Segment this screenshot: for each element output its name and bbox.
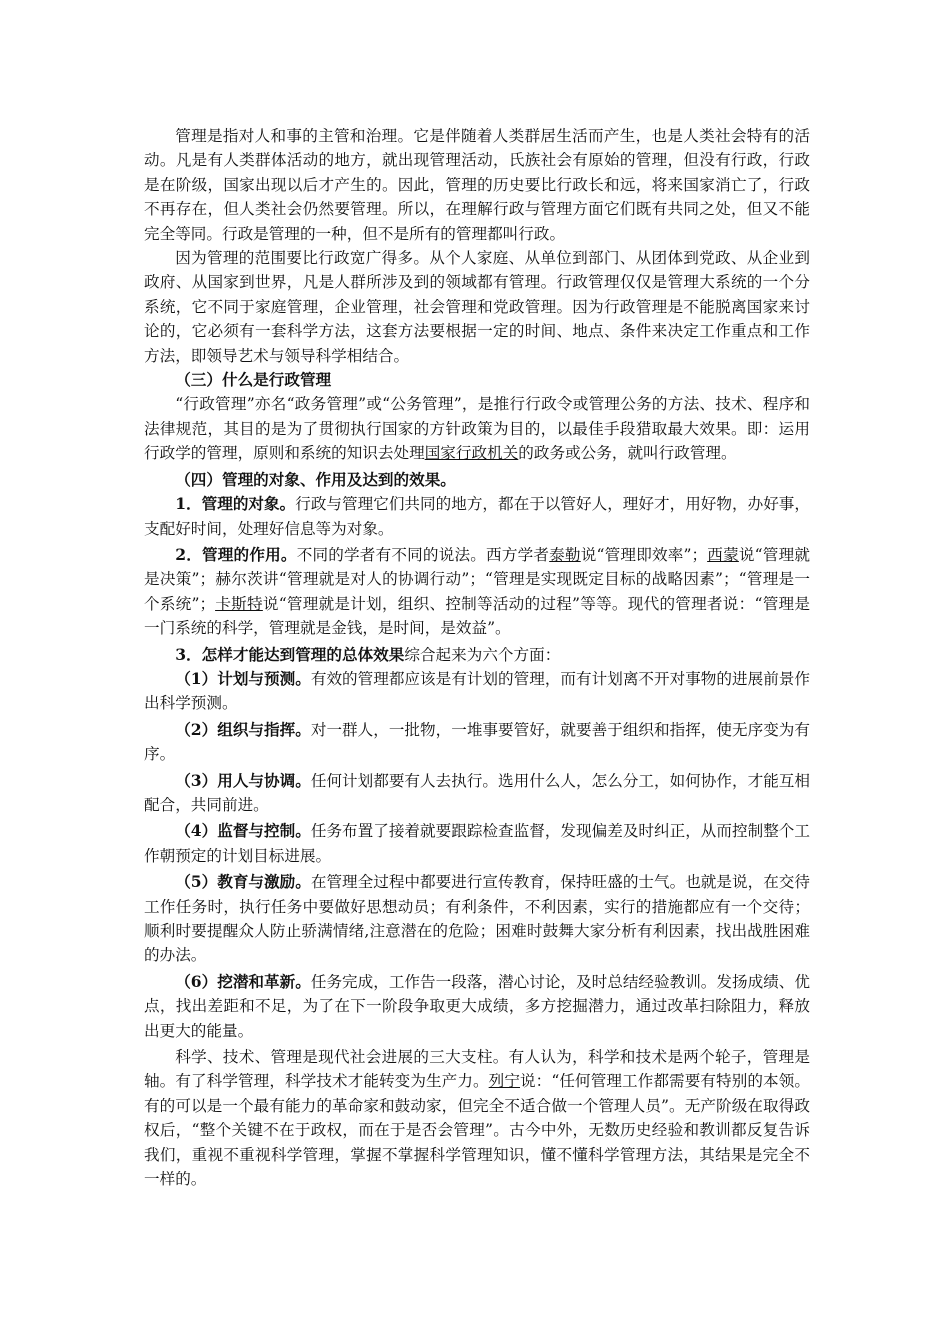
link-taylor[interactable]: 泰勒 [549, 545, 581, 564]
subitem-2-title: （2）组织与指挥。 [175, 719, 311, 739]
subitem-1-title: （1）计划与预测。 [175, 668, 311, 688]
subitem-6-text: 任务完成，工作告一段落，潜心讨论，及时总结经验教训。发扬成绩、优点，找出差距和不足，为了在下一阶段争取更大成绩，多方挖掘潜力，通过改革扫除阻力，释放出更大的能量。 [144, 972, 810, 1040]
paragraph-admin-definition [144, 392, 810, 465]
item-2-text: 不同的学者有不同的说法。西方学者 [296, 545, 550, 564]
item-2-text: 说“管理即效率”； [580, 545, 708, 564]
subitem-5-title: （5）教育与激励。 [175, 872, 311, 892]
paragraph-text: 科学、技术、管理是现代社会进展的三大支柱。有人认为，科学和技术是两个轮子，管理是轴。有了科学管理，科学技术才能转变为生产力。 [144, 1048, 810, 1091]
item-2 [144, 543, 810, 641]
subitem-4 [144, 819, 810, 868]
subitem-2-text: 对一群人，一批物，一堆事要管好，就要善于组织和指挥，使无序变为有序。 [144, 720, 810, 764]
item-2-text: 说“管理就是决策”；赫尔茨讲“管理就是对人的协调行动”；“管理是实现既定目标的战略因素”；“管理是一个系统”； [144, 545, 810, 613]
subitem-6-title: （6）挖潜和革新。 [175, 971, 311, 991]
link-state-admin-organ[interactable]: 国家行政机关 [424, 444, 519, 463]
document-body [144, 124, 810, 1191]
subitem-6 [144, 970, 810, 1043]
item-3-title: 3．怎样才能达到管理的总体效果 [175, 644, 405, 664]
item-1-title: 1．管理的对象。 [175, 494, 296, 514]
subitem-1-text: 有效的管理都应该是有计划的管理，而有计划离不开对事物的进展前景作出科学预测。 [144, 669, 810, 713]
subitem-4-text: 任务布置了接着就要跟踪检查监督，发现偏差及时纠正，从而控制整个工作朝预定的计划目标进展。 [144, 822, 810, 865]
item-2-text: 说“管理就是计划，组织、控制等活动的过程”等等。现代的管理者说：“管理是一门系统的科学，管理就是金钱，是时间，是效益”。 [144, 594, 810, 638]
link-lenin[interactable]: 列宁 [488, 1072, 521, 1091]
link-kast[interactable]: 卡斯特 [215, 594, 263, 613]
section-heading-3: （三）什么是行政管理 [175, 370, 332, 390]
subitem-3 [144, 769, 810, 818]
subitem-2 [144, 718, 810, 767]
section-heading-4: （四）管理的对象、作用及达到的效果。 [175, 469, 456, 489]
item-1-text: 行政与管理它们共同的地方，都在于以管好人，理好才，用好物，办好事，支配好时间，处理好信息等为对象。 [144, 495, 810, 538]
subitem-3-title: （3）用人与协调。 [175, 770, 311, 790]
paragraph-conclusion [144, 1045, 810, 1191]
paragraph-text: 说：“任何管理工作都需要有特别的本领。有的可以是一个最有能力的革命家和鼓动家，但完全不适合做一个管理人员”。无产阶级在取得政权后，“整个关键不在于政权，而在于是否会管理”。古今中外，无数历史经验和教训都反复告诉我们，重视不重视科学管理，掌握不掌握科学管理知识，懂不懂科学管理方法，其结果是完全不一样的。 [144, 1072, 810, 1189]
paragraph-text: 的政务或公务，就叫行政管理。 [518, 444, 737, 463]
item-3 [144, 643, 810, 667]
subitem-1 [144, 667, 810, 716]
item-1 [144, 492, 810, 541]
paragraph-definition: 管理是指对人和事的主管和治理。它是伴随着人类群居生活而产生，也是人类社会特有的活动。凡是有人类群体活动的地方，就出现管理活动，氏族社会有原始的管理，但没有行政，行政是在阶级，国家出现以后才产生的。因此，管理的历史要比行政长和远，将来国家消亡了，行政不再存在，但人类社会仍然要管理。所以，在理解行政与管理方面它们既有共同之处，但又不能完全等同。行政是管理的一种，但不是所有的管理都叫行政。 [144, 127, 810, 243]
item-3-text: 综合起来为六个方面： [404, 645, 561, 664]
subitem-5 [144, 870, 810, 968]
subitem-3-text: 任何计划都要有人去执行。选用什么人，怎么分工，如何协作，才能互相配合，共同前进。 [144, 771, 810, 814]
paragraph-scope: 因为管理的范围要比行政宽广得多。从个人家庭、从单位到部门、从团体到党政、从企业到政府、从国家到世界，凡是人群所涉及到的领域都有管理。行政管理仅仅是管理大系统的一个分系统，它不同于家庭管理，企业管理，社会管理和党政管理。因为行政管理是不能脱离国家来讨论的，它必须有一套科学方法，这套方法要根据一定的时间、地点、条件来决定工作重点和工作方法，即领导艺术与领导科学相结合。 [144, 249, 810, 365]
link-simon[interactable]: 西蒙 [707, 545, 739, 564]
subitem-4-title: （4）监督与控制。 [175, 821, 311, 841]
item-2-title: 2．管理的作用。 [175, 544, 297, 564]
subitem-5-text: 在管理全过程中都要进行宣传教育，保持旺盛的士气。也就是说，在交待工作任务时，执行任务中要做好思想动员；有利条件，不利因素，实行的措施都应有一个交待；顺利时要提醒众人防止骄满情绪,注意潜在的危险；困难时鼓舞大家分析有利因素，找出战胜困难的办法。 [144, 873, 810, 965]
paragraph-text: “行政管理”亦名“政务管理”或“公务管理”，是推行行政令或管理公务的方法、技术、程序和法律规范，其目的是为了贯彻执行国家的方针政策为目的，以最佳手段猎取最大效果。即：运用行政学的管理，原则和系统的知识去处理 [144, 395, 810, 463]
